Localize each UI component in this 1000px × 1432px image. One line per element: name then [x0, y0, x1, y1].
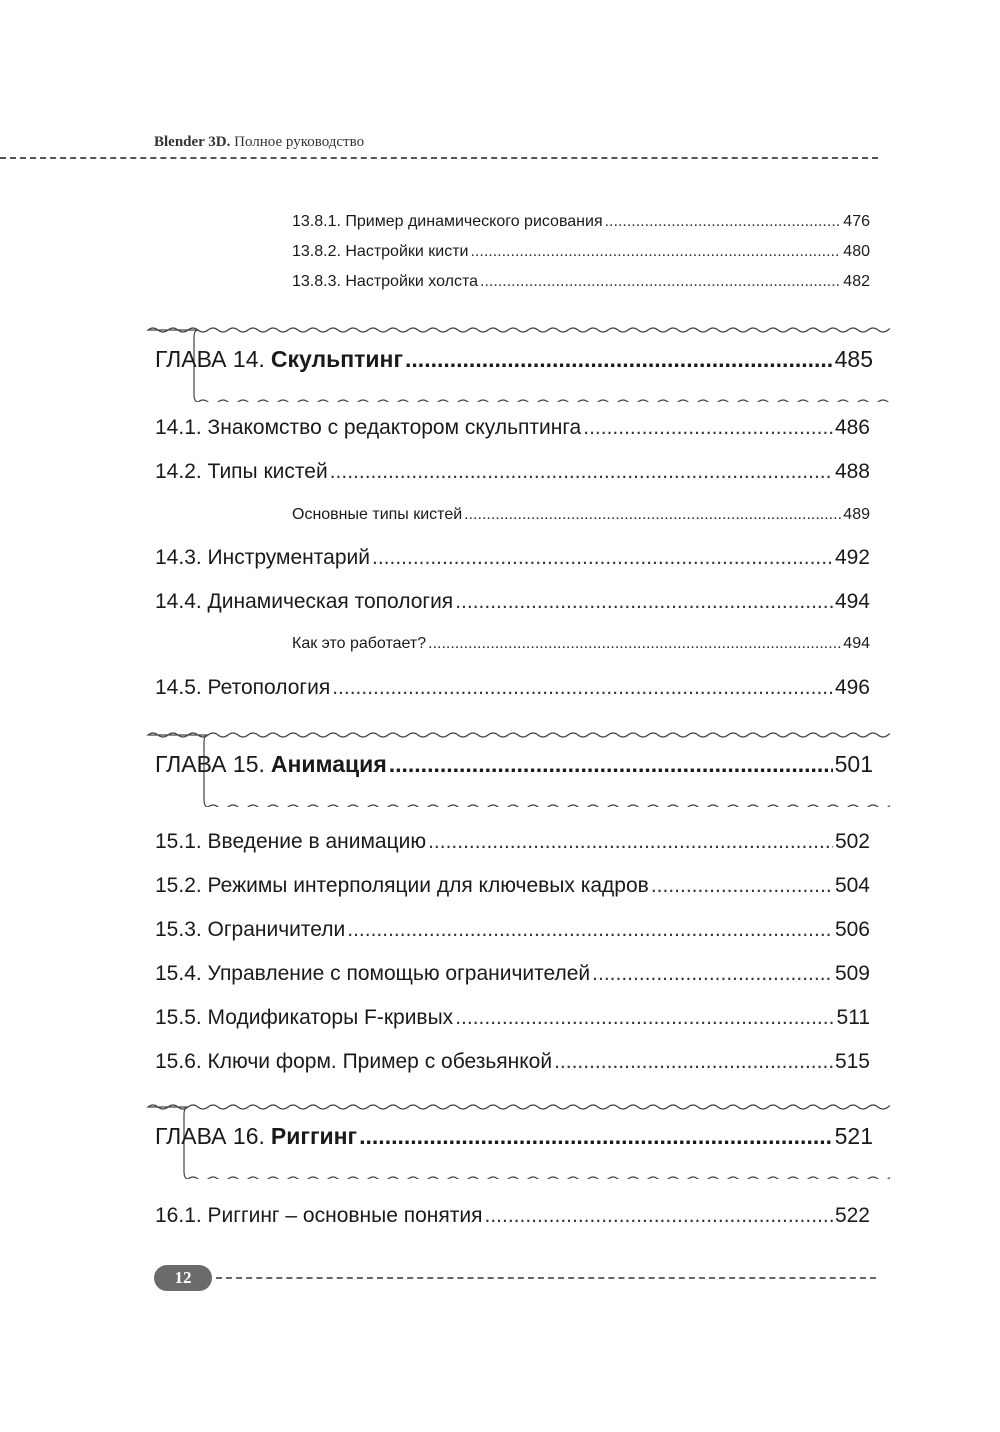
toc-entry[interactable]: 14.2. Типы кистей ..... 488 [155, 460, 870, 484]
toc-entry[interactable]: 14.1. Знакомство с редактором скульптинга ..... 486 [155, 416, 870, 440]
toc-subentry[interactable]: Как это работает? ..... 494 [292, 635, 870, 653]
toc-subentry[interactable]: Основные типы кистей ..... 489 [292, 506, 870, 524]
chapter-16-heading[interactable]: ГЛАВА 16. Риггинг ..... 521 [138, 1099, 890, 1179]
toc-entry[interactable]: 15.3. Ограничители ..... 506 [155, 918, 870, 942]
toc-entry[interactable]: 15.1. Введение в анимацию ..... 502 [155, 830, 870, 854]
chapter-15-heading[interactable]: ГЛАВА 15. Анимация ..... 501 [138, 727, 890, 807]
toc-subentry[interactable]: 13.8.2. Настройки кисти ..... 480 [292, 243, 870, 261]
page-number-badge: 12 [154, 1265, 212, 1291]
toc-entry[interactable]: 15.4. Управление с помощью ограничителей ..... 509 [155, 962, 870, 986]
chapter-14-heading[interactable]: ГЛАВА 14. Скульптинг ..... 485 [138, 322, 890, 402]
toc-entry[interactable]: 14.4. Динамическая топология ..... 494 [155, 590, 870, 614]
toc-entry[interactable]: 16.1. Риггинг – основные понятия ..... 522 [155, 1204, 870, 1228]
toc-entry[interactable]: 15.6. Ключи форм. Пример с обезьянкой ..... 515 [155, 1050, 870, 1074]
book-subtitle: Полное руководство [234, 134, 365, 150]
toc-entry[interactable]: 15.2. Режимы интерполяции для ключевых кадров ..... 504 [155, 874, 870, 898]
footer-divider [216, 1277, 876, 1279]
toc-subentry[interactable]: 13.8.1. Пример динамического рисования ..... 476 [292, 213, 870, 231]
toc-entry[interactable]: 15.5. Модификаторы F-кривых ..... 511 [155, 1006, 870, 1030]
toc-entry[interactable]: 14.3. Инструментарий ..... 492 [155, 546, 870, 570]
running-header [154, 134, 364, 151]
book-title: Blender 3D. [154, 134, 231, 150]
toc-subentry[interactable]: 13.8.3. Настройки холста ..... 482 [292, 273, 870, 291]
header-divider [0, 157, 878, 159]
toc-entry[interactable]: 14.5. Ретопология ..... 496 [155, 676, 870, 700]
